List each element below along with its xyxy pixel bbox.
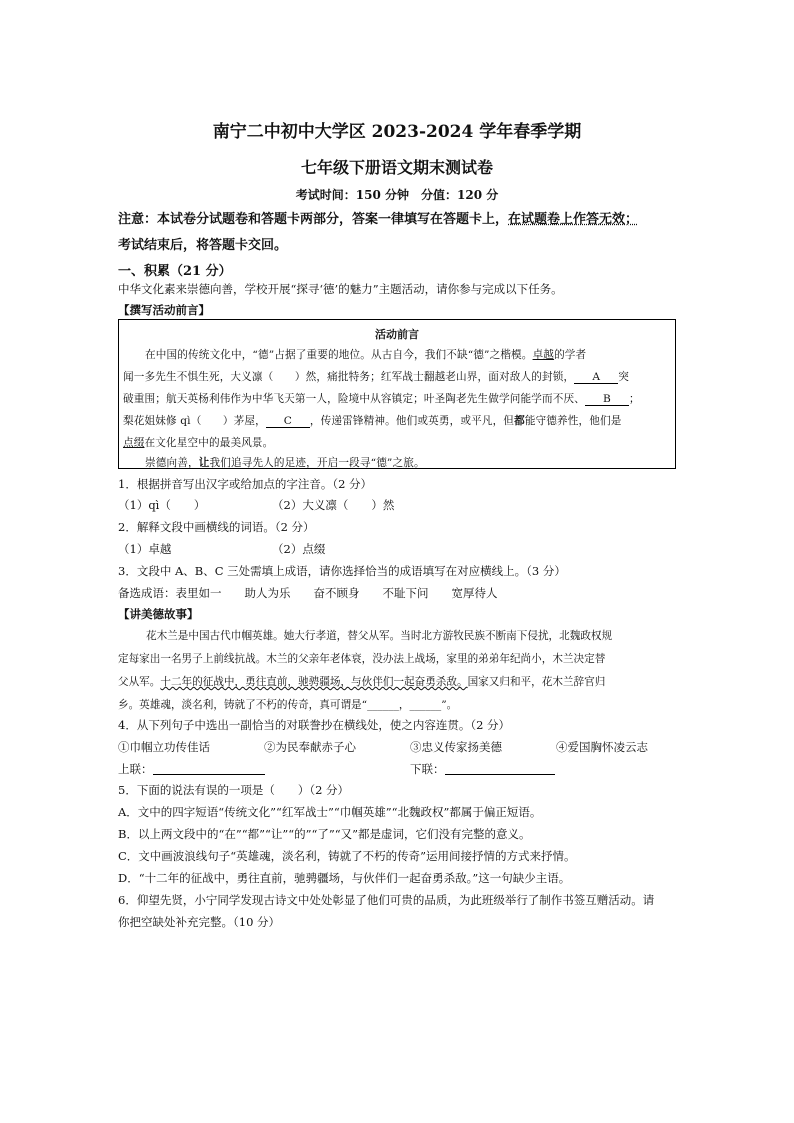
upper-couplet (118, 761, 265, 777)
q4-option-2: ②为民奉献赤子心 (264, 740, 356, 754)
foreword-line (123, 413, 622, 428)
text: 在中国的传统文化中，“德”占据了重要的地位。从古自今，我们不缺“德”之楷模。 (145, 349, 533, 361)
question-1-part-1: （1）qì（ ） (118, 498, 206, 512)
question-2-part-1: （1）卓越 (118, 542, 172, 556)
subsection-foreword: 【撰写活动前言】 (118, 303, 210, 317)
q4-option-3: ③忠义传家扬美德 (410, 740, 502, 754)
blank-c: C (266, 415, 310, 428)
question-2: 2．解释文段中画横线的词语。（2 分） (118, 520, 315, 534)
lower-couplet (410, 761, 555, 777)
text: 梨花姐妹修 qì（ ）茅屋， (123, 415, 266, 427)
text: 我们追寻先人的足迹，开启一段寻“德”之旅。 (209, 457, 425, 469)
text: 崇德向善， (145, 457, 199, 469)
q5-option-c: C．文中画波浪线句子“英雄魂，淡名利，铸就了不朽的传奇”运用间接抒情的方式来抒情。 (118, 849, 576, 863)
foreword-line (145, 347, 586, 362)
text: ； (628, 393, 640, 405)
upper-couplet-blank (153, 762, 265, 775)
question-3-options: 备选成语：表里如一 助人为乐 奋不顾身 不耻下问 宽厚待人 (118, 586, 498, 600)
text: 能守德养性，他们是 (524, 415, 622, 427)
foreword-line (123, 391, 640, 406)
blank-b: B (585, 393, 629, 406)
text: 在文化星空中的最美风景。 (144, 437, 274, 449)
story-line (118, 697, 457, 712)
text: 父从军。 (118, 676, 161, 688)
question-5: 5．下面的说法有误的一项是（ ）（2 分） (118, 783, 350, 797)
question-3: 3．文段中 A、B、C 三处需填上成语，请你选择恰当的成语填写在对应横线上。（3 分） (118, 564, 566, 578)
subsection-story: 【讲美德故事】 (118, 607, 199, 621)
text: 闻一多先生不惧生死，大义凛（ ）然，痛批特务；红军战士翻越老山界，面对敌人的封锁， (123, 371, 575, 383)
underlined-word: 点缀 (123, 437, 145, 449)
foreword-title: 活动前言 (375, 328, 419, 341)
exam-info: 考试时间：150 分钟 分值：120 分 (295, 188, 499, 202)
question-1-part-2: （2）大义凛（ ）然 (272, 498, 395, 512)
bold-word: 都 (514, 415, 525, 427)
notice-line-2: 考试结束后，将答题卡交回。 (118, 238, 288, 253)
foreword-line (123, 369, 629, 384)
notice-prefix: 注意：本试卷分试题卷和答题卡两部分，答案一律填写在答题卡上， (118, 212, 509, 227)
bold-word: 让 (198, 457, 210, 469)
upper-couplet-label: 上联： (118, 762, 153, 776)
section-heading: 一、积累（21 分） (118, 264, 232, 279)
blank-a: A (574, 371, 618, 384)
lower-couplet-blank (445, 762, 555, 775)
lower-couplet-label: 下联： (410, 762, 445, 776)
question-1: 1．根据拼音写出汉字或给加点的字注音。（2 分） (118, 477, 373, 491)
q5-option-d: D．“十二年的征战中，勇往直前，驰骋疆场，与伙伴们一起奋勇杀敌。”这一句缺少主语。 (118, 871, 571, 885)
notice-emphasis: 在试题卷上作答无效； (508, 212, 639, 227)
text: 乡。英雄魂，淡名利，铸就了不朽的传奇，真可谓是“ (118, 699, 368, 711)
foreword-line (145, 455, 425, 470)
notice-line-1 (118, 208, 638, 227)
exam-title: 南宁二中初中大学区 2023-2024 学年春季学期 (212, 122, 582, 142)
question-6: 6．仰望先贤，小宁同学发现古诗文中处处彰显了他们可贵的品质，为此班级举行了制作书签互赠活动。请 (118, 893, 655, 907)
text: 的学者 (554, 349, 587, 361)
exam-subtitle: 七年级下册语文期末测试卷 (300, 158, 493, 177)
text: 国家又归和平，花木兰辞官归 (467, 676, 606, 688)
foreword-line (123, 435, 273, 450)
text: 突 (618, 371, 629, 383)
section-intro: 中华文化素来崇德向善，学校开展“探寻‘德’的魅力”主题活动，请你参与完成以下任务。 (118, 282, 563, 296)
q4-option-4: ④爱国胸怀凌云志 (556, 740, 648, 754)
story-line: 花木兰是中国古代巾帼英雄。她大行孝道，替父从军。当时北方游牧民族不断南下侵扰，北魏政权规 (146, 630, 613, 642)
q5-option-a: A．文中的四字短语“传统文化”“红军战士”“巾帼英雄”“北魏政权”都属于偏正短语。 (118, 805, 542, 819)
underlined-word: 卓越 (532, 349, 555, 361)
couplet-blank: ______，______ (367, 699, 442, 711)
question-4: 4．从下列句子中选出一副恰当的对联誊抄在横线处，使之内容连贯。（2 分） (118, 718, 511, 732)
q4-option-1: ①巾帼立功传佳话 (118, 740, 210, 754)
question-6-cont: 你把空缺处补充完整。（10 分） (118, 915, 281, 929)
q5-option-b: B．以上两文段中的“在”“都”“让”“的”“了”“又”都是虚词，它们没有完整的意义。 (118, 827, 531, 841)
text: ，传递雷锋精神。他们或英勇，或平凡，但 (309, 415, 515, 427)
story-line (118, 674, 605, 689)
text: 破重围；航天英杨利伟作为中华飞天第一人，险境中从容镇定；叶圣陶老先生做学问能学而不厌、 (123, 393, 585, 405)
question-2-part-2: （2）点缀 (272, 542, 326, 556)
story-line: 定每家出一名男子上前线抗战。木兰的父亲年老体衰，没办法上战场，家里的弟弟年纪尚小，木兰决定替 (118, 653, 606, 665)
text: ”。 (441, 699, 458, 711)
foreword-box (118, 319, 676, 469)
wavy-underlined-sentence: 十二年的征战中，勇往直前，驰骋疆场，与伙伴们一起奋勇杀敌。 (160, 676, 468, 688)
